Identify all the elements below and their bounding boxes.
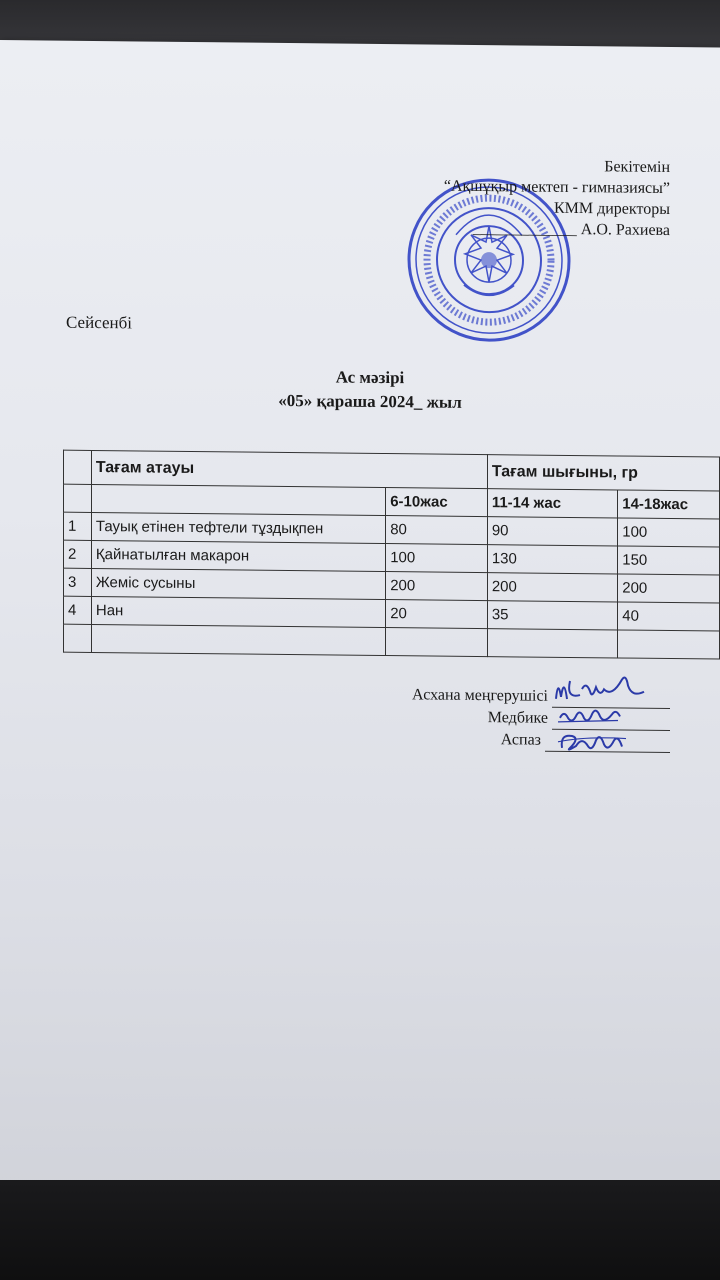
dish-name (91, 624, 385, 655)
age-group-2: 11-14 жас (487, 489, 617, 518)
age-row-empty (64, 484, 92, 512)
approval-line-4: _____________ А.О. Рахиева (472, 219, 670, 240)
weekday-label: Сейсенбі (66, 312, 132, 333)
document-date: «05» қараша 2024_ жыл (278, 390, 462, 412)
dish-name: Қайнатылған макарон (91, 540, 385, 571)
amount-14-18: 200 (618, 574, 720, 603)
amount-11-14: 130 (487, 545, 617, 574)
row-number: 1 (64, 512, 92, 540)
approval-line-2: “Ақшұқыр мектеп - гимназиясы” (443, 177, 670, 198)
row-number: 3 (64, 568, 92, 596)
approval-block (444, 155, 670, 241)
amount-14-18: 150 (618, 546, 720, 575)
dish-name: Нан (91, 596, 385, 627)
menu-table (63, 450, 720, 660)
cook-signature-icon (556, 726, 636, 757)
row-number (64, 624, 92, 652)
approval-line-3: КММ директоры (553, 199, 670, 219)
age-row-empty (91, 484, 385, 515)
approval-line-1: Бекітемін (604, 158, 670, 177)
row-number: 2 (64, 540, 92, 568)
amount-14-18: 40 (618, 602, 720, 631)
amount-11-14 (487, 629, 617, 658)
head-cook-label: Асхана меңгерушісі (412, 686, 548, 705)
age-group-3: 14-18жас (618, 490, 720, 519)
amount-14-18: 100 (618, 518, 720, 547)
nurse-signature-icon (556, 702, 626, 729)
table-row (64, 624, 720, 659)
cook-label: Аспаз (500, 731, 541, 749)
amount-6-10: 80 (386, 516, 488, 545)
header-dish-name: Тағам атауы (91, 450, 487, 488)
amount-11-14: 90 (487, 517, 617, 546)
amount-6-10: 100 (386, 544, 488, 573)
amount-6-10 (386, 628, 488, 657)
nurse-label: Медбике (487, 709, 548, 727)
header-consumption: Тағам шығыны, гр (487, 455, 719, 491)
dish-name: Тауық етінен тефтели тұздықпен (91, 512, 385, 543)
document-title: Ас мәзірі (335, 367, 405, 388)
amount-6-10: 200 (386, 572, 488, 601)
row-number: 4 (64, 596, 92, 624)
header-number-cell (64, 450, 92, 484)
amount-11-14: 35 (487, 601, 617, 630)
background-bottom (0, 1180, 720, 1280)
amount-6-10: 20 (386, 600, 488, 629)
amount-11-14: 200 (487, 573, 617, 602)
age-group-1: 6-10жас (386, 488, 488, 517)
dish-name: Жеміс сусыны (91, 568, 385, 599)
menu-document (0, 40, 720, 1198)
amount-14-18 (618, 630, 720, 659)
